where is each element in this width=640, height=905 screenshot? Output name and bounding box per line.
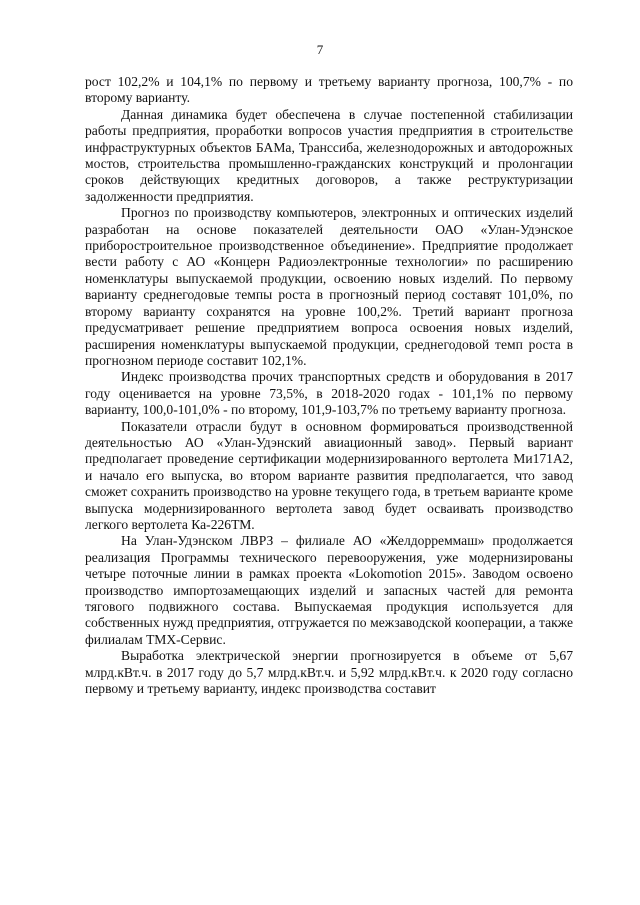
- page-number: 7: [316, 42, 324, 57]
- paragraph-6: На Улан-Удэнском ЛВРЗ – филиале АО «Желдорреммаш» продолжается реализация Программы технического перевооружения, уже модернизированы четыре поточные линии в рамках проекта «Lokomotion 2015». Заводом освоено производство импортозамещающих изделий и запасных частей для ремонта тягового подвижного состава. Выпускаемая продукция используется для собственных нужд предприятия, отгружается по межзаводской кооперации, а также филиалам ТМХ-Сервис.: [85, 533, 573, 647]
- paragraph-3: Прогноз по производству компьютеров, электронных и оптических изделий разработан на основе показателей деятельности ОАО «Улан-Удэнское приборостроительное производственное объединение». Предприятие продолжает вести работу с АО «Концерн Радиоэлектронные технологии» по расширению номенклатуры выпускаемой продукции, освоению новых изделий. По первому варианту среднегодовые темпы роста в прогнозный период составят 101,0%, по второму варианту сохранятся на уровне 100,2%. Третий вариант прогноза предусматривает решение предприятием вопроса освоения новых изделий, расширения номенклатуры выпускаемой продукции, среднегодовой темп роста в прогнозном периоде составит 102,1%.: [85, 205, 573, 368]
- document-body: [85, 74, 573, 697]
- paragraph-1: рост 102,2% и 104,1% по первому и третьему варианту прогноза, 100,7% - по второму варианту.: [85, 74, 573, 106]
- paragraph-5: Показатели отрасли будут в основном формироваться производственной деятельностью АО «Улан-Удэнский авиационный завод». Первый вариант предполагает проведение сертификации модернизированного вертолета Ми171А2, и начало его выпуска, во втором варианте развития предполагается, что завод сможет сохранить производство на уровне текущего года, в третьем варианте кроме выпуска модернизированного вертолета завод будет осваивать производство легкого вертолета Ка-226ТМ.: [85, 418, 573, 532]
- paragraph-2: Данная динамика будет обеспечена в случае постепенной стабилизации работы предприятия, проработки вопросов участия предприятия в строительстве инфраструктурных объектов БАМа, Транссиба, железнодорожных и автодорожных мостов, строительства промышленно-гражданских конструкций и пролонгации сроков действующих кредитных договоров, а также реструктуризации задолженности предприятия.: [85, 106, 573, 204]
- paragraph-7: Выработка электрической энергии прогнозируется в объеме от 5,67 млрд.кВт.ч. в 2017 году до 5,7 млрд.кВт.ч. и 5,92 млрд.кВт.ч. к 2020 году согласно первому и третьему варианту, индекс производства составит: [85, 648, 573, 697]
- paragraph-4: Индекс производства прочих транспортных средств и оборудования в 2017 году оценивается на уровне 73,5%, в 2018-2020 годах - 101,1% по первому варианту, 100,0-101,0% - по второму, 101,9-103,7% по третьему варианту прогноза.: [85, 369, 573, 418]
